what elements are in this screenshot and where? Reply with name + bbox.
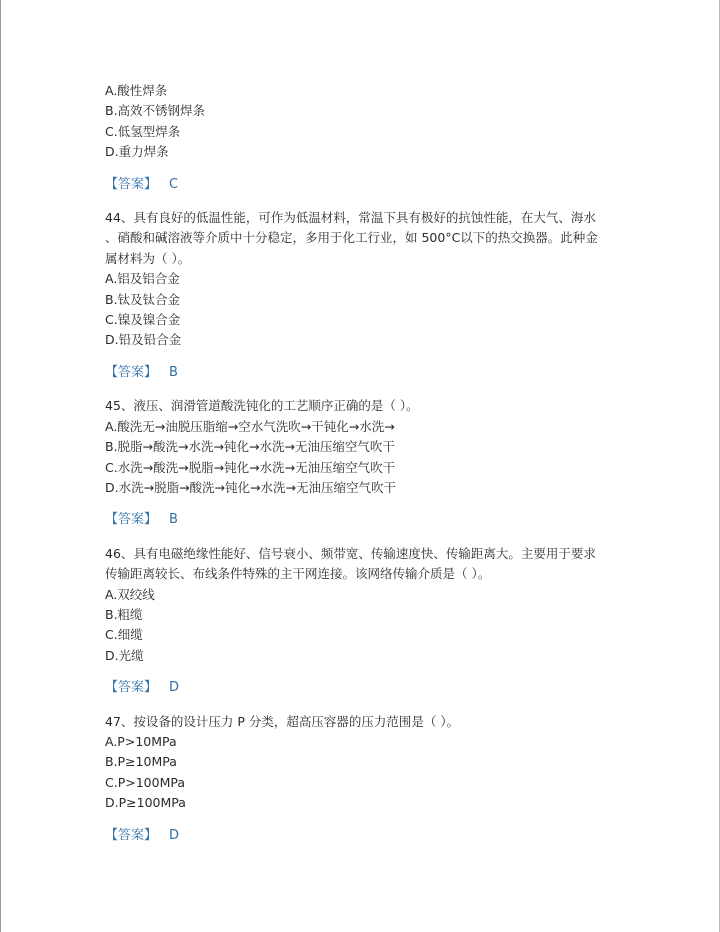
option-c: C.水洗→酸洗→脱脂→钝化→水洗→无油压缩空气吹干 [105, 459, 396, 475]
option-c: C.细缆 [105, 627, 143, 643]
answer-label: 【答案】 [105, 827, 158, 843]
question-stem-line: 46、具有电磁绝缘性能好、信号衰小、频带宽、传输速度快、传输距离大。主要用于要求 [105, 545, 596, 561]
answer-line [105, 826, 645, 846]
answer-value: B [169, 512, 178, 528]
option-d: D.重力焊条 [105, 144, 169, 160]
option-a: A.铝及铝合金 [105, 271, 180, 287]
answer-value: D [169, 827, 180, 843]
option-a: A.酸性焊条 [105, 83, 168, 98]
question-stem-line: 传输距离较长、布线条件特殊的主干网连接。该网络传输介质是（ ）。 [105, 566, 491, 582]
question-47 [105, 712, 645, 846]
option-b: B.粗缆 [105, 606, 143, 622]
option-c: C.P>100MPa [105, 774, 185, 790]
option-d: D.P≥100MPa [105, 795, 186, 811]
answer-value: B [169, 364, 178, 380]
option-d: D.铅及铅合金 [105, 332, 182, 348]
question-43 [105, 81, 645, 195]
answer-line [105, 363, 645, 383]
answer-label: 【答案】 [105, 176, 158, 192]
question-stem-line: 属材料为（ ）。 [105, 250, 191, 266]
answer-value: C [169, 176, 179, 192]
answer-label: 【答案】 [105, 680, 158, 696]
option-a: A.双绞线 [105, 586, 155, 602]
answer-line [105, 510, 645, 530]
option-a: A.P>10MPa [105, 733, 177, 749]
document-content [105, 81, 645, 859]
answer-line [105, 175, 645, 195]
answer-value: D [169, 680, 180, 696]
option-c: C.镍及镍合金 [105, 312, 181, 328]
option-d: D.水洗→脱脂→酸洗→钝化→水洗→无油压缩空气吹干 [105, 479, 396, 495]
option-b: B.钛及钛合金 [105, 291, 181, 307]
question-stem-line: 45、液压、润滑管道酸洗钝化的工艺顺序正确的是（ ）。 [105, 398, 419, 414]
answer-label: 【答案】 [105, 512, 158, 528]
option-b: B.P≥10MPa [105, 754, 177, 770]
question-44 [105, 208, 645, 383]
answer-label: 【答案】 [105, 364, 158, 380]
question-stem-line: 、硝酸和碱溶液等介质中十分稳定，多用于化工行业，如 500°C以下的热交换器。此种金 [105, 230, 598, 246]
option-b: B.高效不锈钢焊条 [105, 103, 206, 119]
option-a: A.酸洗无→油脱压脂缩→空水气洗吹→干钝化→水洗→ [105, 418, 395, 434]
option-d: D.光缆 [105, 647, 144, 663]
question-45 [105, 396, 645, 530]
question-stem-line: 47、按设备的设计压力 P 分类，超高压容器的压力范围是（ ）。 [105, 713, 460, 729]
answer-line [105, 678, 645, 698]
question-stem-line: 44、具有良好的低温性能，可作为低温材料，常温下具有极好的抗蚀性能，在大气、海水 [105, 210, 596, 226]
option-b: B.脱脂→酸洗→水洗→钝化→水洗→无油压缩空气吹干 [105, 439, 395, 455]
question-46 [105, 544, 645, 699]
option-c: C.低氢型焊条 [105, 123, 181, 139]
page-border-left [0, 0, 1, 932]
